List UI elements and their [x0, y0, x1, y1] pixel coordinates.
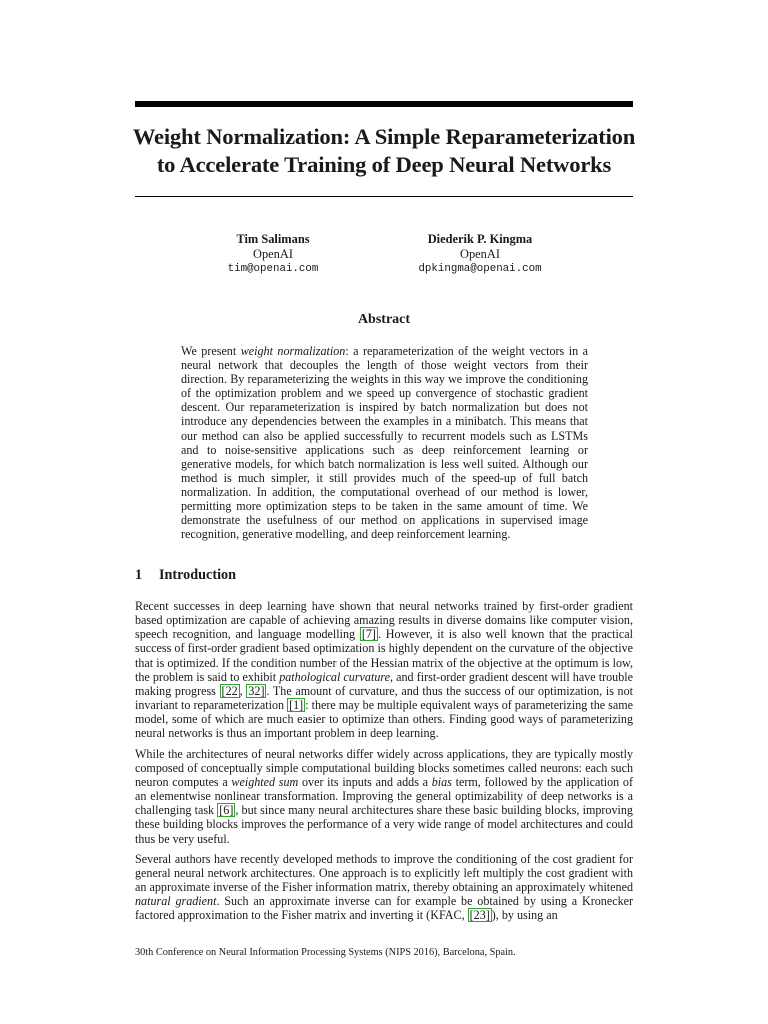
text-run: . However, it is also well known that the practical success of first-order gradient based optimization is highly dependent on the curvature of the objective that is optimized. If the condition number of the Hessian matrix of the objective at the optimum is low, the problem is said to exhibit: [135, 627, 633, 684]
abstract-text: [181, 344, 588, 541]
citation-link[interactable]: [23]: [469, 908, 490, 923]
conference-footnote: 30th Conference on Neural Information Processing Systems (NIPS 2016), Barcelona, Spain.: [135, 947, 516, 958]
title-line-1: Weight Normalization: A Simple Reparameterization: [132, 124, 636, 149]
text-run: over its inputs and adds a: [298, 774, 432, 789]
text-run: ), by using an: [491, 908, 558, 923]
citation-link[interactable]: 32]: [248, 683, 265, 698]
text-run: , but since many neural architectures share these basic building blocks, improving these building blocks improves the performance of a very wide range of model architectures and could thus be very useful.: [135, 803, 633, 846]
abstract-emphasis: weight normalization: [240, 344, 346, 358]
citation-link[interactable]: [6]: [219, 803, 234, 818]
author-name: Diederik P. Kingma: [427, 232, 533, 246]
paragraph-3: [135, 852, 633, 923]
paragraph-2: [135, 747, 633, 846]
abstract-run: We present: [181, 344, 241, 358]
emphasis-text: bias: [431, 774, 452, 789]
author-affiliation: OpenAI: [460, 247, 500, 261]
text-run: While the architectures of neural networks differ widely across applications, they are typically mostly composed of conceptually simple computational building blocks sometimes called neurons: each such neuron computes a: [135, 746, 633, 789]
author-name: Tim Salimans: [236, 232, 310, 246]
top-rule: [135, 101, 633, 107]
section-heading: [135, 567, 236, 584]
section-number: 1: [135, 567, 143, 583]
author-email: tim@openai.com: [227, 263, 319, 275]
text-run: Recent successes in deep learning have shown that neural networks trained by first-order gradient based optimization are capable of achieving amazing results in diverse domains like computer vision, speech recognition, and language modelling: [135, 599, 633, 642]
text-run: ,: [239, 683, 247, 698]
text-run: . Such an approximate inverse can for example be obtained by using a Kronecker factored approximation to the Fisher matrix and inverting it (KFAC,: [135, 894, 634, 923]
abstract-heading: Abstract: [357, 312, 411, 327]
paragraph-1: [135, 599, 633, 741]
emphasis-text: weighted sum: [231, 774, 299, 789]
text-run: Several authors have recently developed methods to improve the conditioning of the cost gradient for general neural network architectures. One approach is to explicitly left multiply the cost gradient with an approximate inverse of the Fisher information matrix, thereby obtaining an approximately whitened: [135, 851, 633, 894]
author-affiliation: OpenAI: [253, 247, 293, 261]
title-rule: [135, 196, 633, 197]
text-run: : there may be multiple equivalent ways of parameterizing the same model, some of which are much easier to optimize than others. Finding good ways of parameterizing neural networks is thus an important problem in deep learning.: [135, 698, 633, 741]
title-line-2: to Accelerate Training of Deep Neural Networks: [156, 152, 612, 177]
citation-link[interactable]: [22: [221, 683, 238, 698]
text-run: . The amount of curvature, and thus the success of our optimization, is not invariant to reparameterization: [135, 683, 633, 713]
author-block-2: [394, 232, 566, 277]
body-text: [135, 599, 633, 928]
section-title: Introduction: [159, 567, 236, 583]
emphasis-text: natural gradient: [135, 894, 217, 909]
text-run: , and first-order gradient descent will have trouble making progress: [135, 669, 633, 698]
emphasis-text: pathological curvature: [279, 669, 391, 684]
citation-link[interactable]: [1]: [289, 698, 304, 713]
abstract-run: : a reparameterization of the weight vectors in a neural network that decouples the length of those weight vectors from their direction. By reparameterizing the weights in this way we improve the conditioning of the optimization problem and we speed up convergence of stochastic gradient descent. Our reparameterization is inspired by batch normalization but does not introduce any dependencies between the examples in a minibatch. This means that our method can also be applied successfully to recurrent models such as LSTMs and to noise-sensitive applications such as deep reinforcement learning or generative models, for which batch normalization is less well suited. Although our method is much simpler, it still provides much of the speed-up of full batch normalization. In addition, the computational overhead of our method is lower, permitting more optimization steps to be taken in the same amount of time. We demonstrate the usefulness of our method on applications in supervised image recognition, generative modelling, and deep reinforcement learning.: [181, 344, 588, 542]
author-email: dpkingma@openai.com: [418, 263, 542, 275]
text-run: term, followed by the application of an elementwise nonlinear transformation. Improving the general optimizability of deep networks is a challenging task: [135, 774, 633, 818]
author-block-1: [203, 232, 343, 277]
paper-title: [100, 123, 668, 179]
citation-link[interactable]: [7]: [361, 627, 376, 642]
